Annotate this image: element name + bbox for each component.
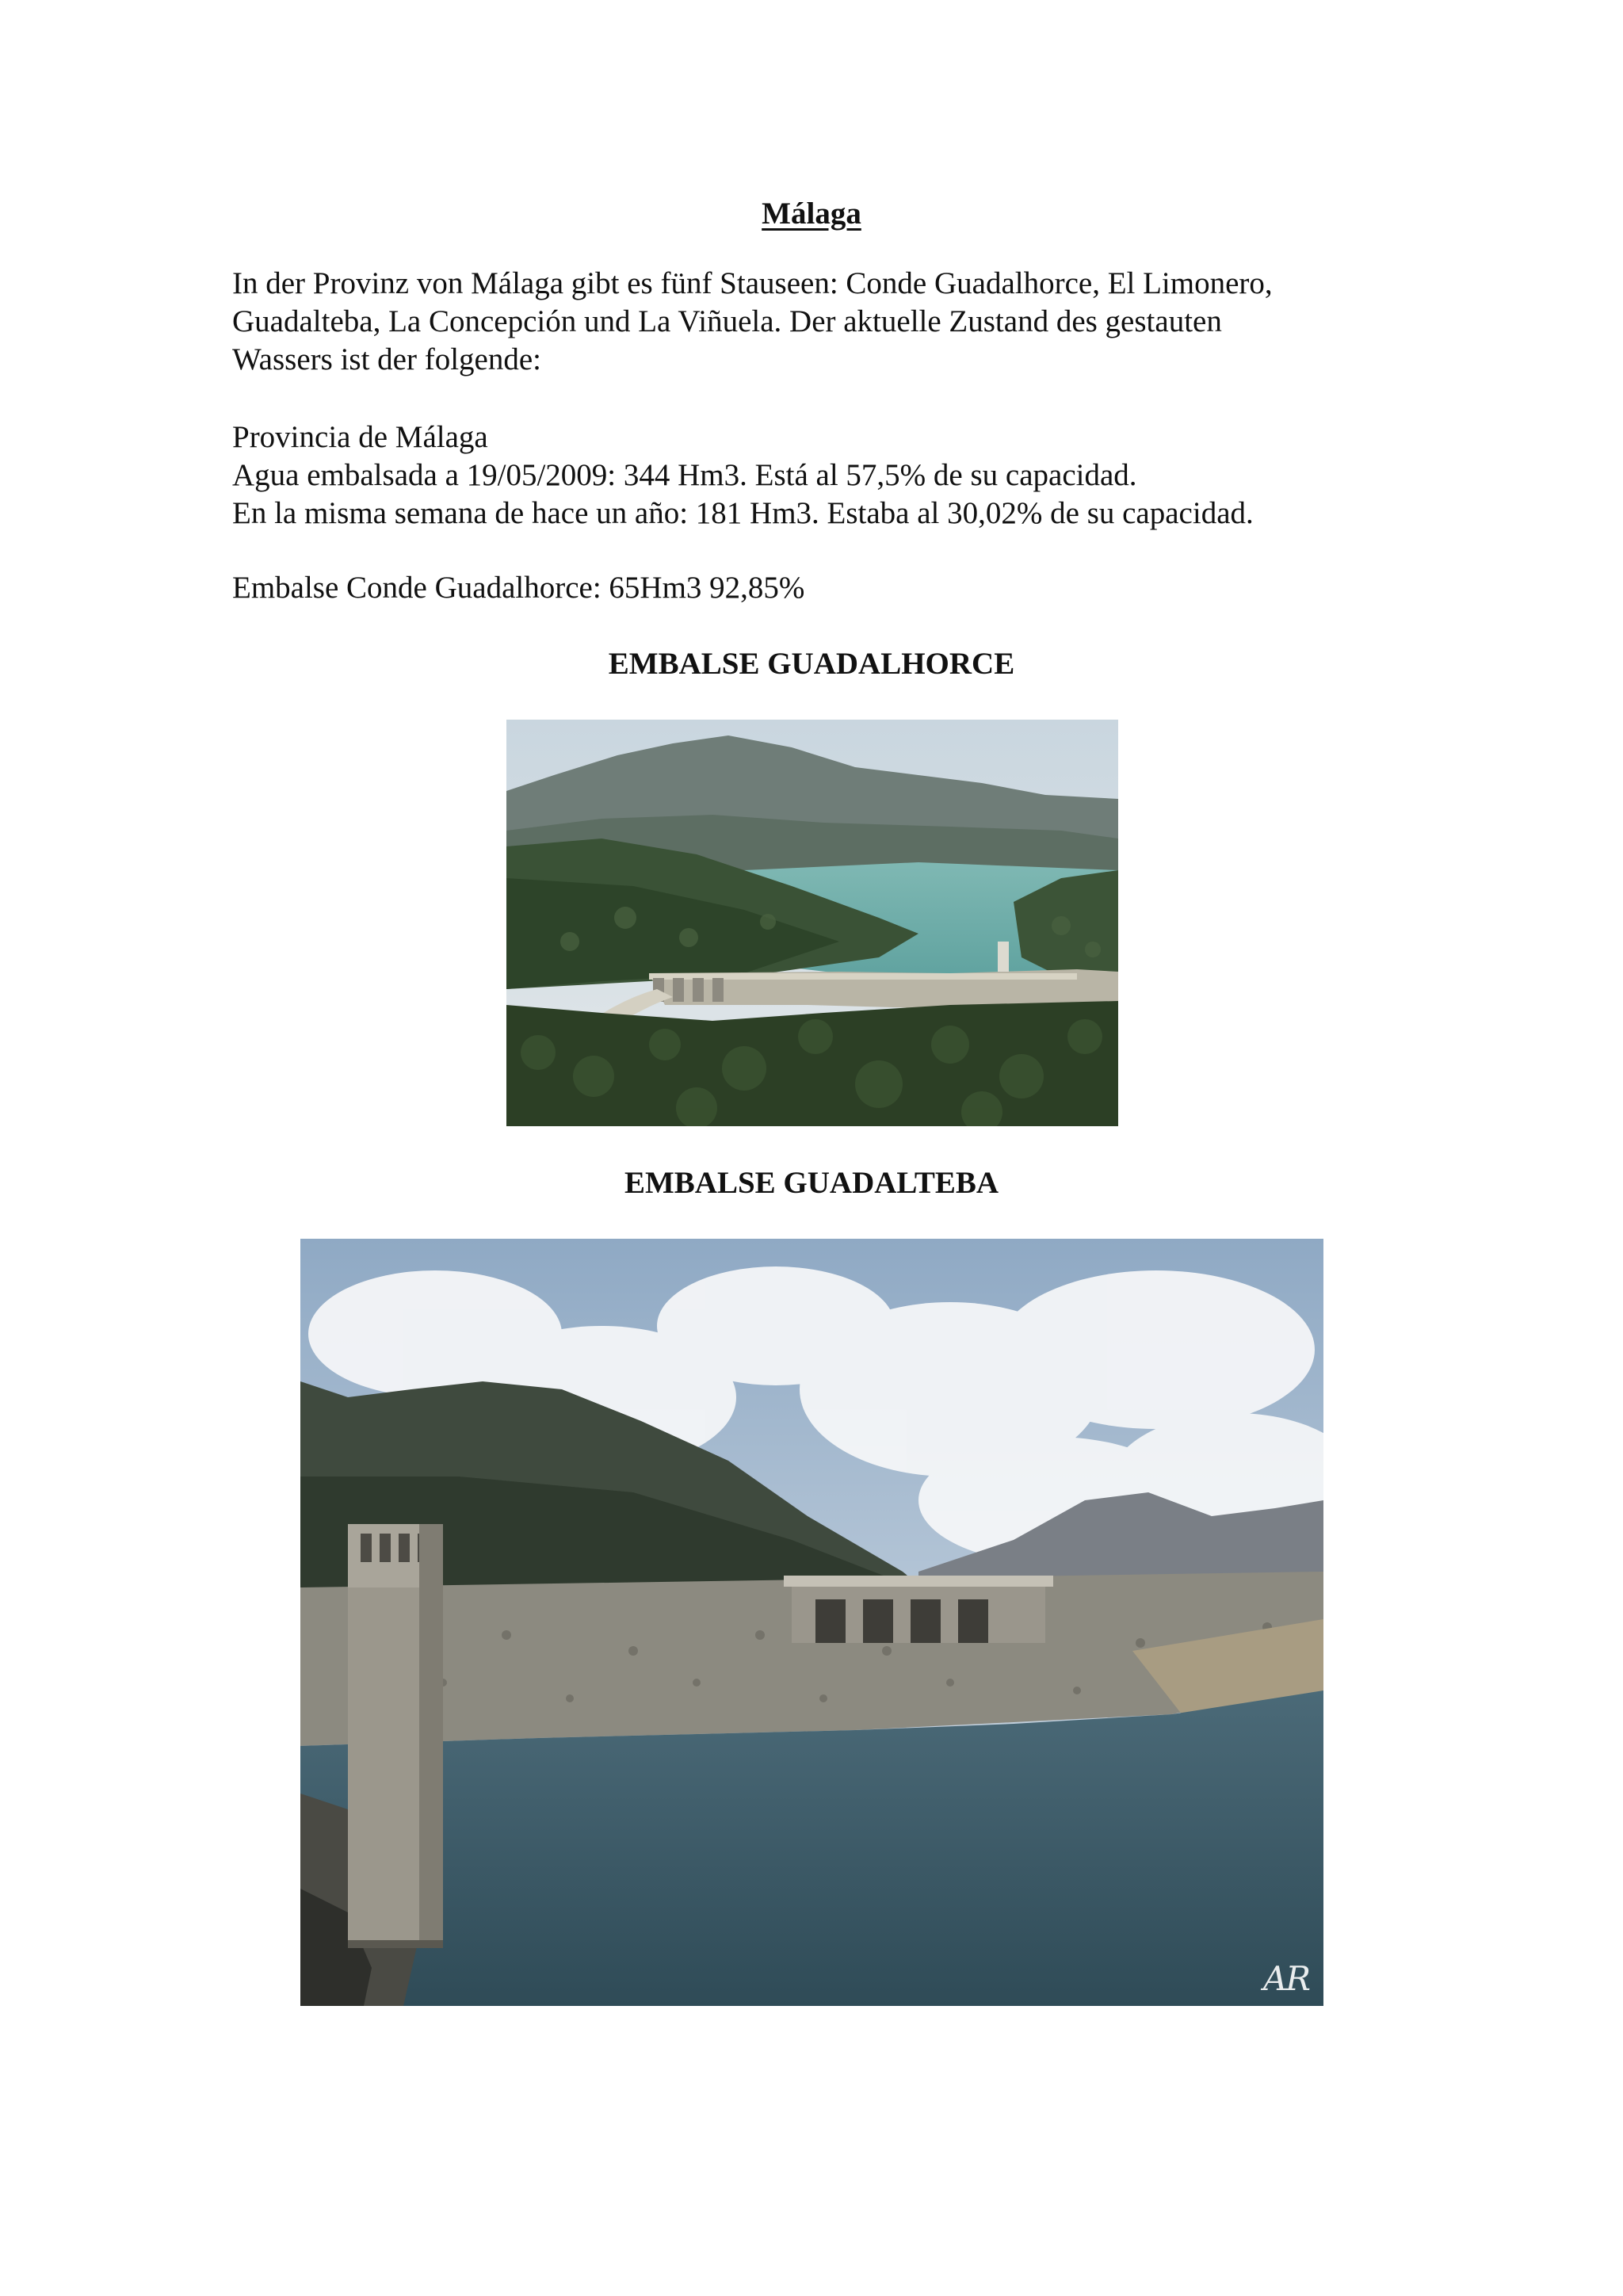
- reservoir-line: [232, 569, 1453, 607]
- guadalteba-photo: [300, 1239, 1323, 2006]
- intro-line: Guadalteba, La Concepción und La Viñuela. Der aktuelle Zustand des gestauten: [232, 304, 1222, 338]
- photo-watermark: AR: [1263, 1959, 1309, 1998]
- intro-line: Wassers ist der folgende:: [232, 342, 541, 376]
- stats-paragraph: [232, 418, 1453, 533]
- intro-line: In der Provinz von Málaga gibt es fünf Stauseen: Conde Guadalhorce, El Limonero,: [232, 266, 1273, 300]
- reservoir-line-text: Embalse Conde Guadalhorce: 65Hm3 92,85%: [232, 571, 805, 605]
- intro-paragraph: [232, 265, 1453, 379]
- stats-line: Provincia de Málaga: [232, 420, 488, 454]
- guadalhorce-photo: [506, 720, 1118, 1126]
- section-heading-guadalteba: EMBALSE GUADALTEBA: [624, 1166, 999, 1200]
- page-title: Málaga: [762, 197, 861, 231]
- stats-line: Agua embalsada a 19/05/2009: 344 Hm3. Está al 57,5% de su capacidad.: [232, 458, 1137, 492]
- section-heading-guadalhorce: EMBALSE GUADALHORCE: [608, 647, 1015, 681]
- stats-line: En la misma semana de hace un año: 181 Hm3. Estaba al 30,02% de su capacidad.: [232, 496, 1254, 530]
